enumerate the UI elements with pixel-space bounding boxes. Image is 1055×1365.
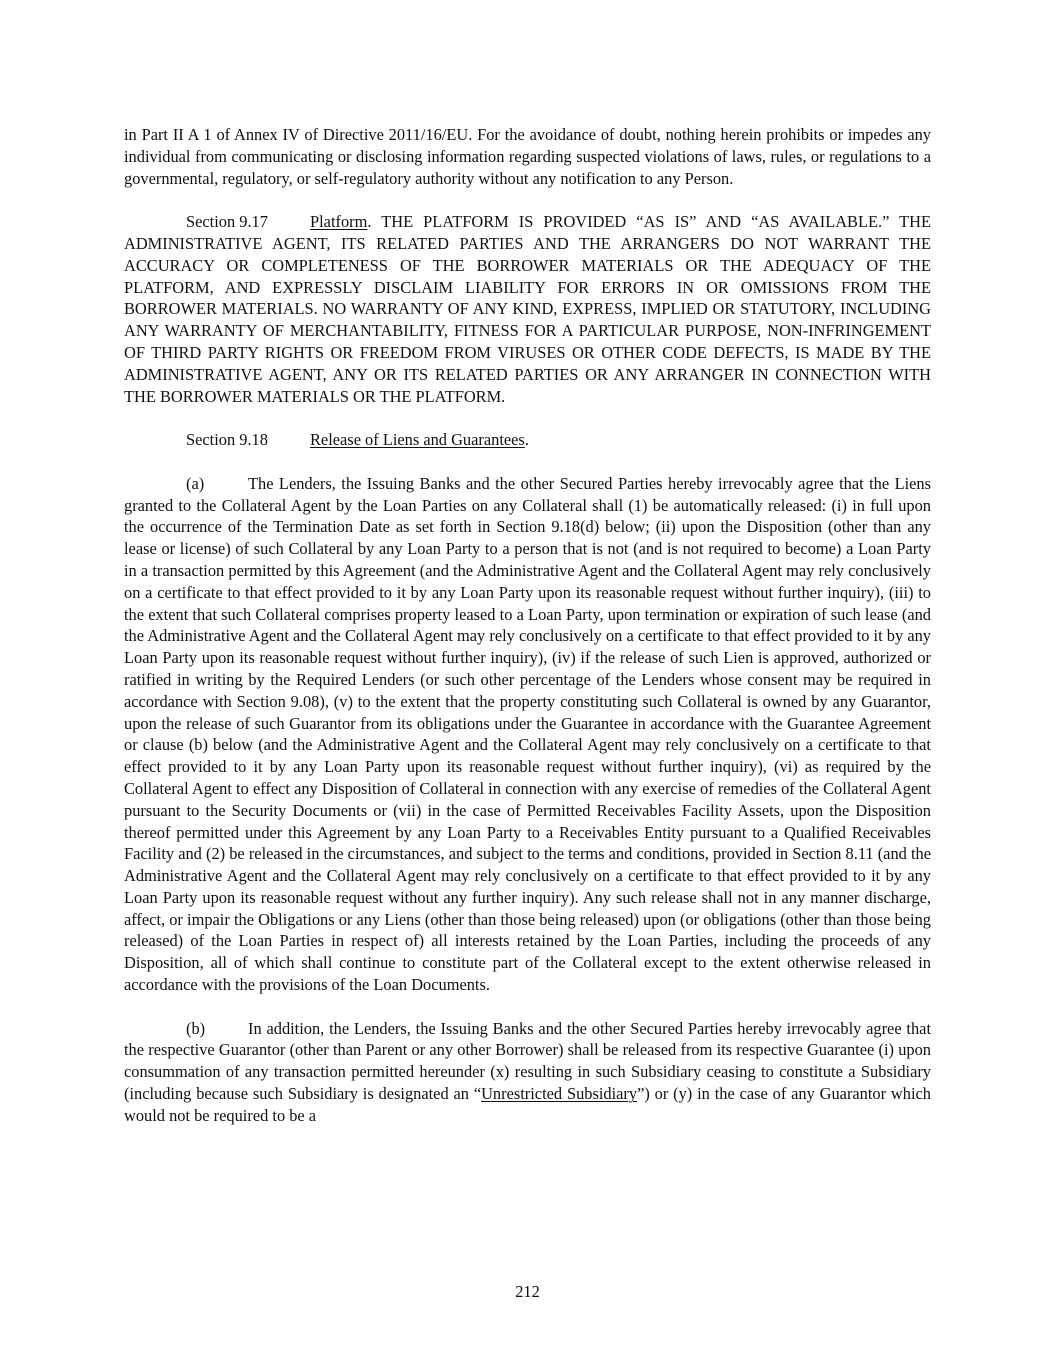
paragraph-a bbox=[124, 473, 931, 996]
document-page bbox=[124, 124, 931, 1148]
section-9-17-body: THE PLATFORM IS PROVIDED “AS IS” AND “AS AVAILABLE.” THE ADMINISTRATIVE AGENT, ITS RELATED PARTIES AND THE ARRANGERS DO NOT WARRANT THE ACCURACY OR COMPLETENESS OF THE BORROWER MATERIALS OR THE ADEQUACY OF THE PLATFORM, AND EXPRESSLY DISCLAIM LIABILITY FOR ERRORS IN OR OMISSIONS FROM THE BORROWER MATERIALS. NO WARRANTY OF ANY KIND, EXPRESS, IMPLIED OR STATUTORY, INCLUDING ANY WARRANTY OF MERCHANTABILITY, FITNESS FOR A PARTICULAR PURPOSE, NON-INFRINGEMENT OF THIRD PARTY RIGHTS OR FREEDOM FROM VIRUSES OR OTHER CODE DEFECTS, IS MADE BY THE ADMINISTRATIVE AGENT, ANY OR ITS RELATED PARTIES OR ANY ARRANGER IN CONNECTION WITH THE BORROWER MATERIALS OR THE PLATFORM. bbox=[124, 212, 931, 406]
section-9-17-paragraph bbox=[124, 211, 931, 407]
defined-term-unrestricted-subsidiary: Unrestricted Subsidiary bbox=[481, 1084, 638, 1104]
paragraph-a-label: (a) bbox=[186, 473, 205, 493]
section-9-18-number: Section 9.18 bbox=[186, 430, 268, 450]
section-9-17-title: Platform bbox=[310, 212, 368, 232]
section-9-18-heading bbox=[124, 429, 931, 451]
section-9-17-title-suffix: . bbox=[367, 212, 372, 232]
paragraph-a-body: The Lenders, the Issuing Banks and the other Secured Parties hereby irrevocably agree that the Liens granted to the Collateral Agent by the Loan Parties on any Collateral shall (1) be automatically released: (i) in full upon the occurrence of the Termination Date as set forth in Section 9.18(d) below; (ii) upon the Disposition (other than any lease or license) of such Collateral by any Loan Party to a person that is not (and is not required to become) a Loan Party in a transaction permitted by this Agreement (and the Administrative Agent and the Collateral Agent may rely conclusively on a certificate to that effect provided to it by any Loan Party upon its reasonable request without further inquiry), (iii) to the extent that such Collateral comprises property leased to a Loan Party, upon termination or expiration of such lease (and the Administrative Agent and the Collateral Agent may rely conclusively on a certificate to that effect provided to it by any Loan Party upon its reasonable request without further inquiry), (iv) if the release of such Lien is approved, authorized or ratified in writing by the Required Lenders (or such other percentage of the Lenders whose consent may be required in accordance with Section 9.08), (v) to the extent that the property constituting such Collateral is owned by any Guarantor, upon the release of such Guarantor from its obligations under the Guarantee in accordance with the Guarantee Agreement or clause (b) below (and the Administrative Agent and the Collateral Agent may rely conclusively on a certificate to that effect provided to it by any Loan Party upon its reasonable request without further inquiry), (vi) as required by the Collateral Agent to effect any Disposition of Collateral in connection with any exercise of remedies of the Collateral Agent pursuant to the Security Documents or (vii) in the case of Permitted Receivables Facility Assets, upon the Disposition thereof permitted under this Agreement by any Loan Party to a Receivables Entity pursuant to a Qualified Receivables Facility and (2) be released in the circumstances, and subject to the terms and conditions, provided in Section 8.11 (and the Administrative Agent and the Collateral Agent may rely conclusively on a certificate to that effect provided to it by any Loan Party upon its reasonable request without any further inquiry). Any such release shall not in any manner discharge, affect, or impair the Obligations or any Liens (other than those being released) upon (or obligations (other than those being released) of the Loan Parties in respect of) all interests retained by the Loan Parties, including the proceeds of any Disposition, all of which shall continue to constitute part of the Collateral except to the extent otherwise released in accordance with the provisions of the Loan Documents. bbox=[124, 473, 931, 995]
section-9-18-title: Release of Liens and Guarantees bbox=[310, 430, 525, 450]
page-number: 212 bbox=[515, 1282, 540, 1301]
intro-paragraph: in Part II A 1 of Annex IV of Directive 2011/16/EU. For the avoidance of doubt, nothing herein prohibits or impedes any individual from communicating or disclosing information regarding suspected violations of laws, rules, or regulations to a governmental, regulatory, or self-regulatory authority without any notification to any Person. bbox=[124, 125, 931, 188]
section-9-17-number: Section 9.17 bbox=[186, 212, 268, 232]
paragraph-b-body-before: In addition, the Lenders, the Issuing Banks and the other Secured Parties hereby irrevocably agree that the respective Guarantor (other than Parent or any other Borrower) shall be released from its respective Guarantee (i) upon consummation of any transaction permitted hereunder (x) resulting in such Subsidiary ceasing to constitute a Subsidiary (including because such Subsidiary is designated an “ bbox=[124, 1018, 931, 1104]
paragraph-b-label: (b) bbox=[186, 1018, 206, 1038]
paragraph-b-body-after: ”) or (y) in the case of any Guarantor which would not be required to be a bbox=[124, 1084, 931, 1125]
paragraph-b bbox=[124, 1018, 931, 1127]
section-9-18-title-suffix: . bbox=[524, 430, 529, 450]
